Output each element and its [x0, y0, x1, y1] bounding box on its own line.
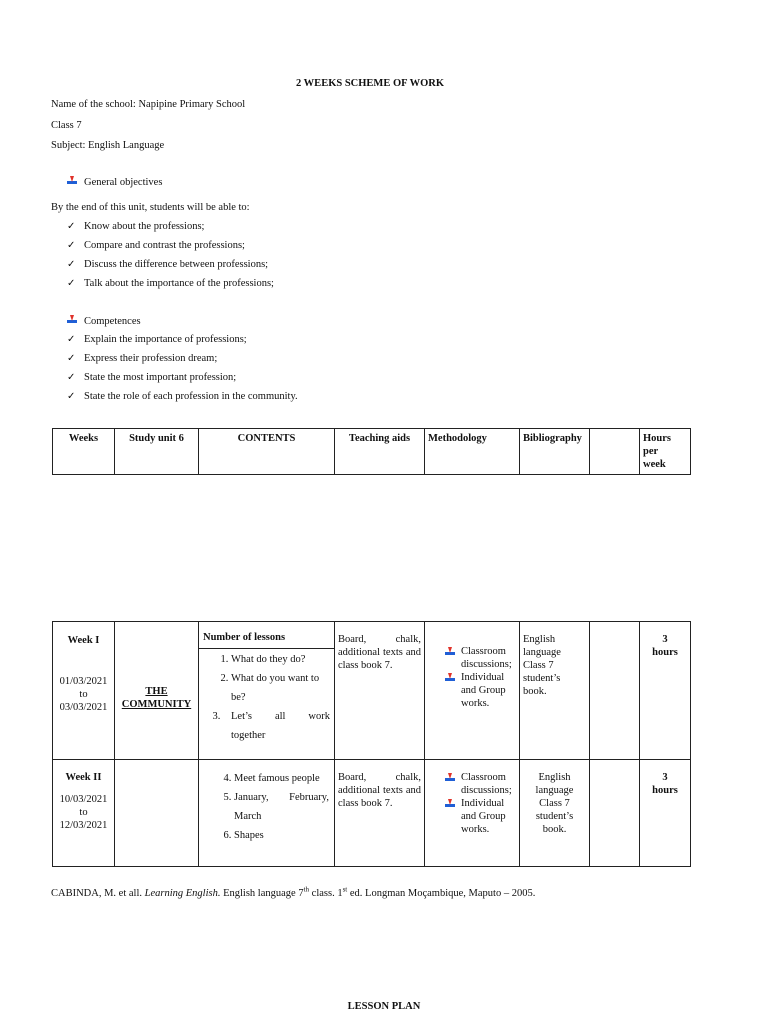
arrow-bullet-icon [67, 315, 77, 325]
week-2-hours: 3 hours [640, 760, 691, 867]
week-1-date-to: 03/03/2021 [59, 702, 108, 713]
week-1-to: to [79, 689, 88, 700]
study-unit-title-line-2: COMMUNITY [121, 699, 192, 710]
scheme-body-table [52, 621, 691, 867]
header-empty-cell [590, 429, 640, 475]
lesson-item: 6. Shapes [234, 826, 329, 845]
week-1-row [53, 622, 691, 760]
lesson-item: 1. What do they do? [231, 650, 330, 669]
week-2-methodology [425, 760, 520, 867]
checkmark-icon: ✓ [67, 259, 76, 270]
competence-item: ✓ State the most important profession; [67, 372, 237, 383]
checkmark-icon: ✓ [67, 240, 76, 251]
week-2-contents-cell [199, 760, 335, 867]
header-methodology: Methodology [425, 429, 520, 475]
arrow-bullet-icon [445, 773, 455, 783]
objective-item: ✓ Discuss the difference between professions; [67, 259, 269, 270]
study-unit-cell [115, 622, 199, 760]
week-1-lessons-list [199, 649, 334, 745]
header-teaching-aids: Teaching aids [335, 429, 425, 475]
week-1-label: Week I [67, 635, 100, 646]
week-2-row [53, 760, 691, 867]
week-2-date-to: 12/03/2021 [59, 820, 108, 831]
lesson-plan-heading: LESSON PLAN [347, 1001, 421, 1012]
lessons-heading: Number of lessons [199, 622, 334, 649]
methodology-item: Classroom discussions; [445, 771, 516, 797]
week-1-hours: 3 hours [640, 622, 691, 760]
document-title: 2 WEEKS SCHEME OF WORK [296, 78, 444, 89]
objective-item: ✓ Compare and contrast the professions; [67, 240, 245, 251]
arrow-bullet-icon [67, 176, 77, 186]
lesson-item: 4. Meet famous people [234, 769, 329, 788]
week-1-teaching-aids: Board, chalk, additional texts and class book 7. [335, 622, 425, 760]
methodology-item: Individual and Group works. [445, 797, 516, 836]
study-unit-title-line-1: THE [145, 686, 168, 697]
week-2-label: Week II [65, 772, 102, 783]
week-1-methodology [425, 622, 520, 760]
subject-line: Subject: English Language [51, 140, 165, 151]
header-hours: Hours per week [640, 429, 691, 475]
scheme-header-table [52, 428, 691, 475]
week-2-empty-cell [590, 760, 640, 867]
header-contents: CONTENTS [199, 429, 335, 475]
week-1-date-from: 01/03/2021 [59, 676, 108, 687]
week-2-teaching-aids: Board, chalk, additional texts and class book 7. [335, 760, 425, 867]
methodology-item: Classroom discussions; [445, 645, 516, 671]
week-2-cell [53, 760, 115, 867]
checkmark-icon: ✓ [67, 353, 76, 364]
lesson-item: 2. What do you want to be? [231, 669, 330, 707]
objective-item: ✓ Talk about the importance of the professions; [67, 278, 274, 289]
school-name-line: Name of the school: Napipine Primary School [51, 99, 246, 110]
checkmark-icon: ✓ [67, 221, 76, 232]
methodology-item: Individual and Group works. [445, 671, 516, 710]
week-2-bibliography: English language Class 7 student’s book. [520, 760, 590, 867]
arrow-bullet-icon [445, 647, 455, 657]
checkmark-icon: ✓ [67, 334, 76, 345]
lesson-item: 3. Let’s all work together [231, 707, 330, 745]
objective-item: ✓ Know about the professions; [67, 221, 205, 232]
arrow-bullet-icon [445, 799, 455, 809]
week-2-lessons-list [202, 763, 331, 845]
arrow-bullet-icon [445, 673, 455, 683]
week-1-contents-cell [199, 622, 335, 760]
lesson-item: 5. January, February, March [234, 788, 329, 826]
week-1-empty-cell [590, 622, 640, 760]
checkmark-icon: ✓ [67, 372, 76, 383]
competence-item: ✓ Explain the importance of professions; [67, 334, 247, 345]
header-study-unit: Study unit 6 [115, 429, 199, 475]
week-2-date-from: 10/03/2021 [59, 794, 108, 805]
competence-item: ✓ State the role of each profession in the community. [67, 391, 298, 402]
week-2-study-unit-cell [115, 760, 199, 867]
competence-item: ✓ Express their profession dream; [67, 353, 218, 364]
checkmark-icon: ✓ [67, 278, 76, 289]
checkmark-icon: ✓ [67, 391, 76, 402]
header-weeks: Weeks [53, 429, 115, 475]
bibliography-reference: CABINDA, M. et all. Learning English. English language 7th class. 1st ed. Longman Moçambique, Maputo – 2005. [51, 885, 536, 899]
header-bibliography: Bibliography [520, 429, 590, 475]
week-2-to: to [79, 807, 88, 818]
class-line: Class 7 [51, 120, 82, 131]
week-1-bibliography: English language Class 7 student’s book. [520, 622, 590, 760]
general-objectives-heading: General objectives [67, 176, 162, 188]
competences-heading: Competences [67, 315, 141, 327]
objectives-intro: By the end of this unit, students will be able to: [51, 202, 250, 213]
week-1-cell [53, 622, 115, 760]
